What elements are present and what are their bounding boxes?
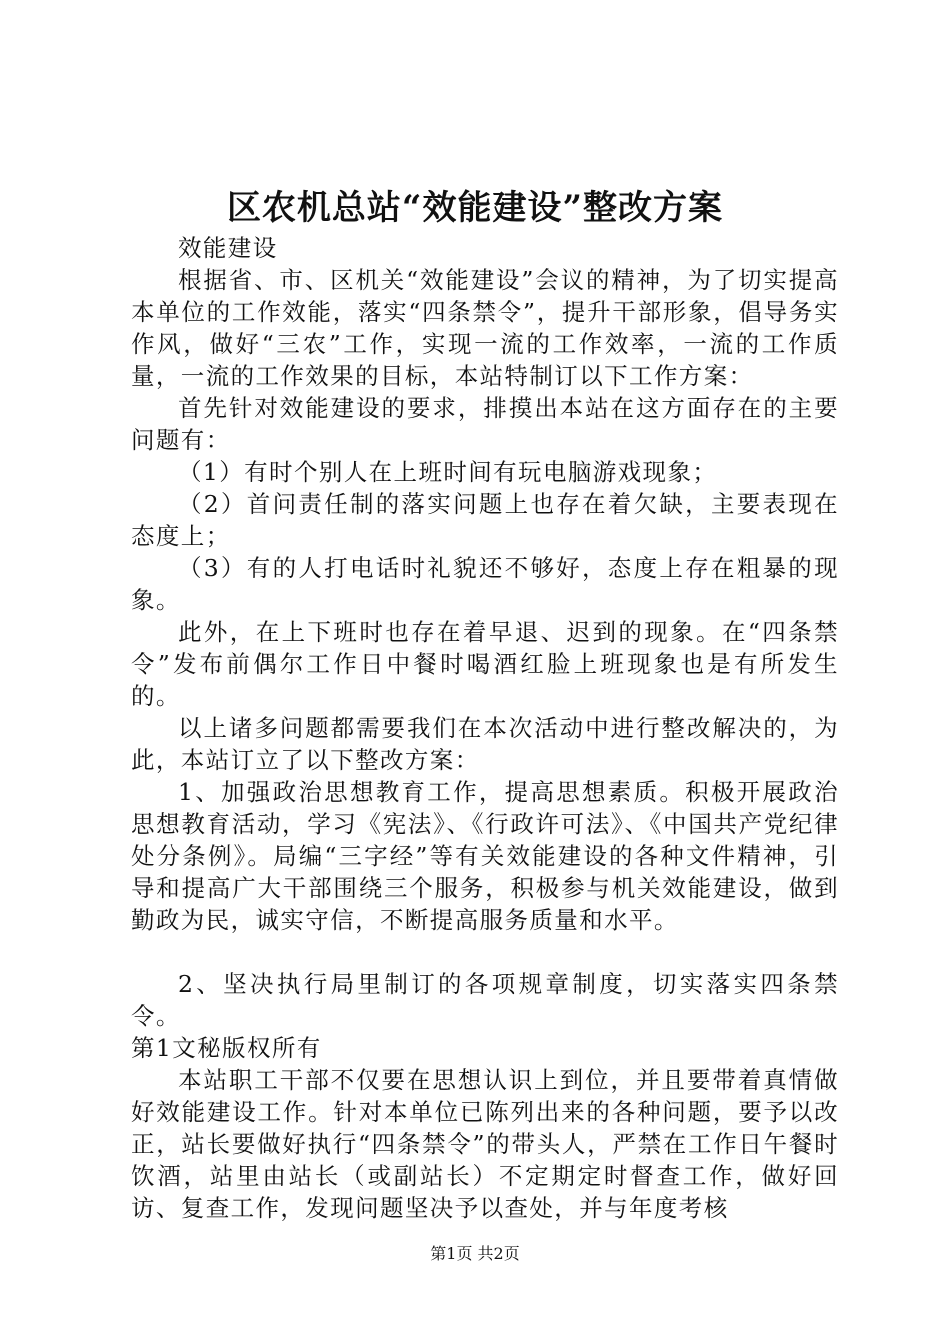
paragraph-problem-3: （3）有的人打电话时礼貌还不够好，态度上存在粗暴的现象。 xyxy=(131,554,839,614)
paragraph-additional: 此外，在上下班时也存在着早退、迟到的现象。在“四条禁令”发布前偶尔工作日中餐时喝酒红脸上班现象也是有所发生的。 xyxy=(131,618,839,710)
paragraph-intro: 根据省、市、区机关“效能建设”会议的精神，为了切实提高本单位的工作效能，落实“四条禁令”，提升干部形象，倡导务实作风，做好“三农”工作，实现一流的工作效率，一流的工作质量，一流的工作效果的目标，本站特制订以下工作方案： xyxy=(131,266,839,390)
paragraph-plan-lead: 以上诸多问题都需要我们在本次活动中进行整改解决的，为此，本站订立了以下整改方案： xyxy=(131,714,839,774)
paragraph-measure-1: 1、加强政治思想教育工作，提高思想素质。积极开展政治思想教育活动，学习《宪法》、《行政许可法》、《中国共产党纪律处分条例》。局编“三字经”等有关效能建设的各种文件精神，引导和提高广大干部围绕三个服务，积极参与机关效能建设，做到勤政为民，诚实守信，不断提高服务质量和水平。 xyxy=(131,778,839,934)
paragraph-problem-1: （1）有时个别人在上班时间有玩电脑游戏现象； xyxy=(178,458,718,486)
paragraph-measure-2: 2、坚决执行局里制订的各项规章制度，切实落实四条禁令。 xyxy=(131,970,839,1030)
document-title: 区农机总站“效能建设”整改方案 xyxy=(226,188,724,228)
paragraph-problem-2: （2）首问责任制的落实问题上也存在着欠缺，主要表现在态度上； xyxy=(131,490,839,550)
paragraph-problems-lead: 首先针对效能建设的要求，排摸出本站在这方面存在的主要问题有： xyxy=(131,394,839,454)
document-body xyxy=(131,232,839,1224)
page-footer: 第1页 共2页 xyxy=(430,1244,520,1263)
paragraph-measure-2-detail: 本站职工干部不仅要在思想认识上到位，并且要带着真情做好效能建设工作。针对本单位已陈列出来的各种问题，要予以改正，站长要做好执行“四条禁令”的带头人，严禁在工作日午餐时饮酒，站里由站长（或副站长）不定期定时督查工作，做好回访、复查工作，发现问题坚决予以查处，并与年度考核 xyxy=(131,1066,839,1222)
paragraph-subtitle: 效能建设 xyxy=(178,234,278,262)
paragraph-copyright: 第1文秘版权所有 xyxy=(131,1034,322,1062)
